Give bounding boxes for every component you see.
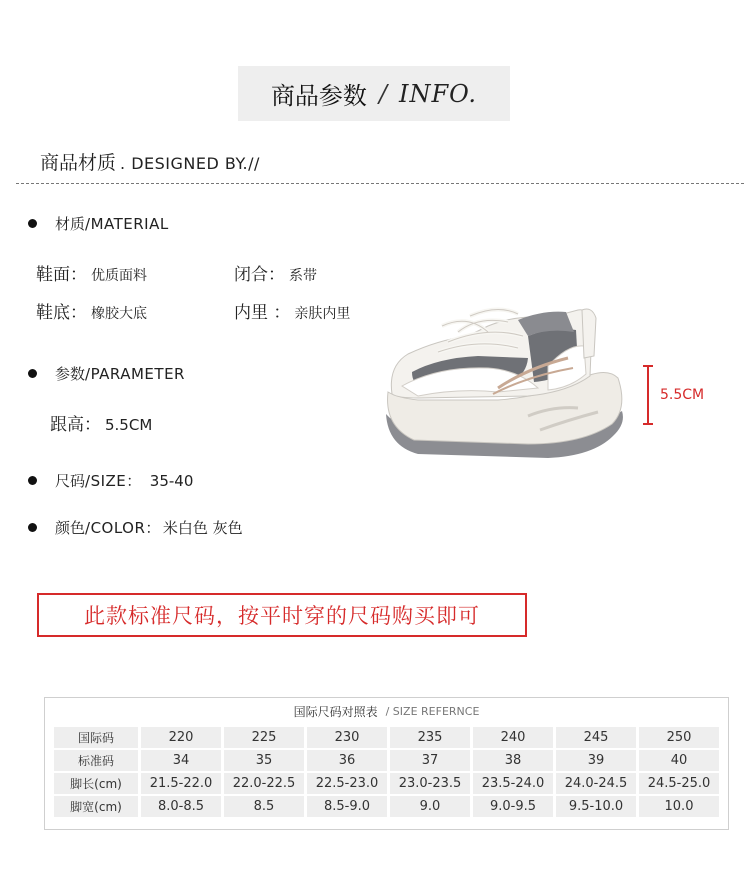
- table-cell: 10.0: [639, 796, 719, 817]
- closure-property: [234, 260, 317, 285]
- table-cell: 225: [224, 727, 304, 748]
- size-notice-banner: 此款标准尺码，按平时穿的尺码购买即可: [37, 593, 527, 637]
- parameter-row: [28, 363, 185, 384]
- sole-value: 橡胶大底: [91, 306, 147, 322]
- upper-key: 鞋面：: [36, 265, 87, 285]
- size-value: 35-40: [149, 471, 194, 490]
- row-header: 标准码: [54, 750, 138, 771]
- table-cell: 220: [141, 727, 221, 748]
- table-cell: 24.0-24.5: [556, 773, 636, 794]
- sole-key: 鞋底：: [36, 303, 87, 323]
- lining-property: [234, 298, 350, 323]
- heel-height-ruler: [643, 365, 653, 425]
- header-title-en: INFO.: [399, 79, 478, 108]
- ruler-line: [647, 365, 649, 425]
- sneaker-image: [378, 296, 628, 468]
- bullet-dot-icon: [28, 476, 37, 485]
- table-cell: 240: [473, 727, 553, 748]
- header-slash: /: [378, 79, 388, 108]
- color-row: [28, 517, 243, 538]
- bullet-dot-icon: [28, 523, 37, 532]
- size-chart-subtitle: / SIZE REFERNCE: [385, 704, 480, 718]
- table-cell: 39: [556, 750, 636, 771]
- heel-key: 跟高：: [50, 415, 101, 435]
- section-title-en: . DESIGNED BY.//: [120, 154, 260, 173]
- header-title-cn: 商品参数: [270, 82, 367, 110]
- size-chart-title: 国际尺码对照表: [293, 704, 378, 719]
- upper-value: 优质面料: [91, 268, 147, 284]
- table-cell: 23.5-24.0: [473, 773, 553, 794]
- upper-property: [36, 260, 147, 285]
- table-cell: 8.0-8.5: [141, 796, 221, 817]
- size-row: [28, 470, 193, 491]
- table-cell: 235: [390, 727, 470, 748]
- table-cell: 9.0: [390, 796, 470, 817]
- table-row: [54, 796, 719, 817]
- parameter-label-cn: 参数: [55, 365, 86, 383]
- lining-value: 亲肤内里: [294, 306, 351, 322]
- table-cell: 37: [390, 750, 470, 771]
- closure-value: 系带: [289, 268, 317, 284]
- color-label-cn: 颜色: [55, 519, 86, 537]
- row-header: 脚长(cm): [54, 773, 138, 794]
- sole-property: [36, 298, 147, 323]
- table-cell: 36: [307, 750, 387, 771]
- table-cell: 9.5-10.0: [556, 796, 636, 817]
- heel-value: 5.5CM: [105, 416, 153, 434]
- table-cell: 245: [556, 727, 636, 748]
- bullet-dot-icon: [28, 219, 37, 228]
- table-cell: 38: [473, 750, 553, 771]
- lining-key: 内里 ：: [234, 303, 291, 323]
- dashed-divider: [16, 183, 744, 184]
- table-cell: 230: [307, 727, 387, 748]
- table-cell: 23.0-23.5: [390, 773, 470, 794]
- table-cell: 34: [141, 750, 221, 771]
- material-section-heading: [40, 148, 260, 175]
- table-cell: 9.0-9.5: [473, 796, 553, 817]
- table-cell: 40: [639, 750, 719, 771]
- size-label-cn: 尺码: [55, 472, 86, 490]
- table-cell: 21.5-22.0: [141, 773, 221, 794]
- table-row: [54, 727, 719, 748]
- heel-height-property: [50, 410, 152, 435]
- size-chart-title-bar: [45, 698, 728, 724]
- color-label-en: /COLOR：: [85, 519, 161, 537]
- header-title-box: [238, 66, 510, 121]
- table-cell: 35: [224, 750, 304, 771]
- table-cell: 24.5-25.0: [639, 773, 719, 794]
- color-value: 米白色 灰色: [162, 519, 243, 537]
- bullet-dot-icon: [28, 369, 37, 378]
- table-row: [54, 773, 719, 794]
- table-cell: 250: [639, 727, 719, 748]
- parameter-label-en: /PARAMETER: [85, 364, 185, 383]
- heel-height-label: 5.5CM: [660, 387, 705, 403]
- row-header: 国际码: [54, 727, 138, 748]
- table-cell: 22.0-22.5: [224, 773, 304, 794]
- row-header: 脚宽(cm): [54, 796, 138, 817]
- table-cell: 8.5-9.0: [307, 796, 387, 817]
- material-label-en: /MATERIAL: [85, 214, 169, 233]
- ruler-bottom-cap: [643, 423, 653, 425]
- table-cell: 22.5-23.0: [307, 773, 387, 794]
- size-chart: [44, 697, 729, 830]
- material-row: [28, 213, 169, 234]
- closure-key: 闭合：: [234, 265, 285, 285]
- material-label-cn: 材质: [55, 215, 86, 233]
- size-label-en: /SIZE：: [85, 472, 142, 490]
- table-row: [54, 750, 719, 771]
- table-cell: 8.5: [224, 796, 304, 817]
- section-title-cn: 商品材质: [40, 152, 117, 174]
- size-chart-table: [51, 725, 722, 819]
